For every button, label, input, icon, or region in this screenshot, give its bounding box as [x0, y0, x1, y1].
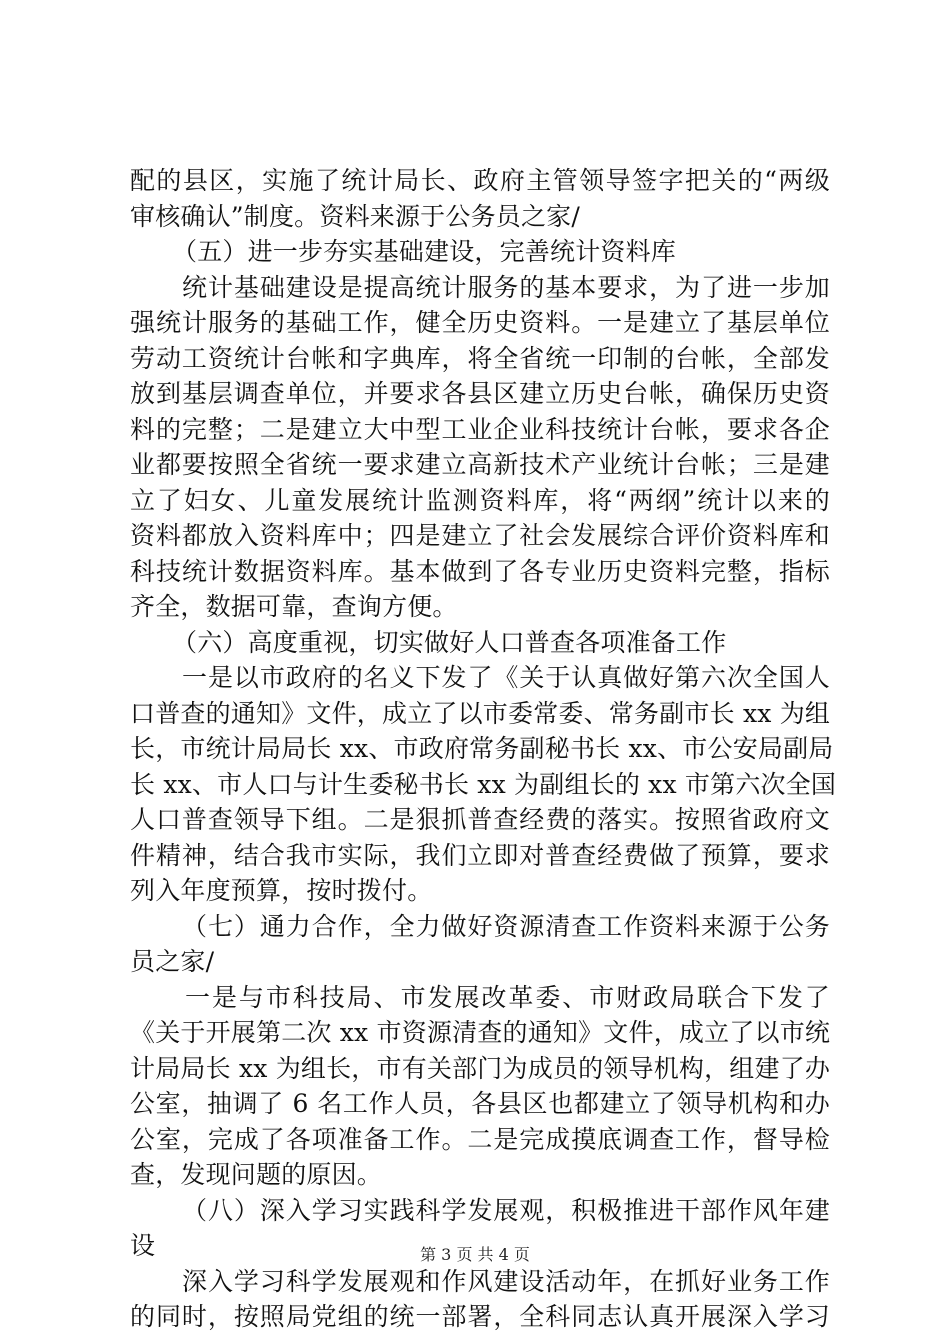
text-line: 计局局长 xx 为组长，市有关部门为成员的领导机构，组建了办: [130, 1053, 831, 1083]
text-line: 件精神，结合我市实际，我们立即对普查经费做了预算，要求: [130, 840, 830, 870]
text-line: 的同时，按照局党组的统一部署，全科同志认真开展深入学习: [130, 1302, 830, 1331]
text-line: 统计基础建设是提高统计服务的基本要求，为了进一步加: [182, 272, 830, 302]
text-line: 长 xx、市人口与计生委秘书长 xx 为副组长的 xx 市第六次全国: [130, 769, 837, 799]
section-heading-6: （六）高度重视，切实做好人口普查各项准备工作: [172, 627, 727, 657]
text-line: 《关于开展第二次 xx 市资源清查的通知》文件，成立了以市统: [130, 1018, 831, 1047]
text-line: 业都要按照全省统一要求建立高新技术产业统计台帐；三是建: [130, 450, 830, 479]
section-heading-5: （五）进一步夯实基础建设，完善统计资料库: [172, 237, 677, 266]
text-line: 公室，抽调了 6 名工作人员，各县区也都建立了领导机构和办: [130, 1089, 830, 1118]
text-line: 列入年度预算，按时拨付。: [130, 876, 433, 905]
text-line: 审核确认”制度。资料来源于公务员之家/: [130, 201, 581, 231]
text-line: 劳动工资统计台帐和字典库，将全省统一印制的台帐，全部发: [130, 343, 830, 373]
page-number-label: 第 3 页 共 4 页: [420, 1245, 530, 1264]
section-heading-7: （七）通力合作，全力做好资源清查工作资料来源于公务: [182, 911, 830, 941]
text-line: 设: [130, 1231, 156, 1260]
text-line: 放到基层调查单位，并要求各县区建立历史台帐，确保历史资: [130, 379, 830, 408]
text-line: 科技统计数据资料库。基本做到了各专业历史资料完整，指标: [130, 556, 830, 586]
text-line: 一是与市科技局、市发展改革委、市财政局联合下发了: [185, 982, 830, 1012]
text-line: 配的县区，实施了统计局长、政府主管领导签字把关的“两级: [130, 166, 830, 195]
text-line: 齐全，数据可靠，查询方便。: [130, 592, 458, 621]
text-line: 深入学习科学发展观和作风建设活动年，在抓好业务工作: [182, 1266, 830, 1296]
page-footer: [0, 1244, 950, 1266]
text-line: 强统计服务的基础工作，健全历史资料。一是建立了基层单位: [130, 308, 830, 337]
text-line: 资料都放入资料库中；四是建立了社会发展综合评价资料库和: [130, 521, 830, 550]
text-line: 员之家/: [130, 947, 215, 976]
section-heading-8: （八）深入学习实践科学发展观，积极推进干部作风年建: [182, 1195, 830, 1225]
text-line: 料的完整；二是建立大中型工业企业科技统计台帐，要求各企: [130, 414, 830, 444]
text-line: 公室，完成了各项准备工作。二是完成摸底调查工作，督导检: [130, 1124, 830, 1154]
document-body: [130, 163, 837, 1335]
text-line: 口普查的通知》文件，成立了以市委常委、常务副市长 xx 为组: [130, 698, 831, 728]
text-line: 立了妇女、儿童发展统计监测资料库，将“两纲”统计以来的: [130, 485, 830, 515]
text-line: 人口普查领导下组。二是狠抓普查经费的落实。按照省政府文: [130, 805, 830, 834]
text-line: 一是以市政府的名义下发了《关于认真做好第六次全国人: [182, 663, 830, 692]
text-line: 长，市统计局局长 xx、市政府常务副秘书长 xx、市公安局副局: [130, 734, 834, 763]
text-line: 查，发现问题的原因。: [130, 1160, 383, 1189]
